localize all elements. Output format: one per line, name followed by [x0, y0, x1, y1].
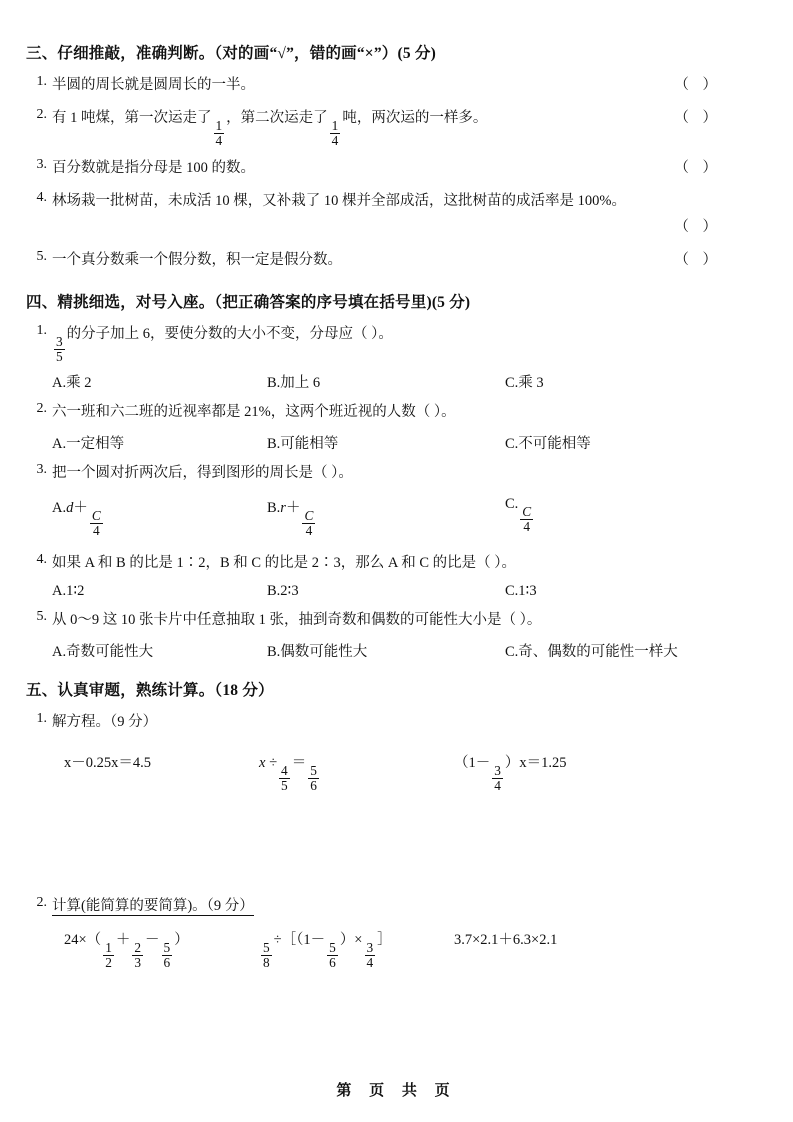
option-operator: ＋: [285, 500, 301, 517]
question-body: [52, 157, 736, 181]
fraction-denominator: 4: [92, 522, 100, 538]
question-text: 林场栽一批树苗，未成活 10 棵，又补栽了 10 棵并全部成活，这批树苗的成活率是 100%。: [52, 193, 626, 210]
question-number: 1.: [36, 323, 47, 339]
options-4-3: [52, 496, 736, 538]
section-heading-5: 五、认真审题，熟练计算。（18 分）: [26, 682, 274, 700]
question-number: 5.: [36, 609, 47, 625]
fraction: [492, 764, 503, 794]
fraction-numerator: 5: [163, 939, 171, 955]
equation-suffix: ］: [377, 932, 392, 949]
fraction-denominator: 3: [134, 955, 142, 971]
question-3-3: [26, 157, 736, 181]
question-text: 一个真分数乘一个假分数，积一定是假分数。: [52, 252, 342, 269]
fraction: [302, 509, 315, 539]
fraction-numerator: 5: [310, 762, 317, 778]
equation-prefix: （1－: [454, 755, 491, 772]
page-footer: 第 页 共 页: [336, 1083, 457, 1099]
equation-operator: －: [145, 932, 160, 949]
fraction-numerator: C: [304, 507, 314, 523]
question-text: 百分数就是指分母是 100 的数。: [52, 160, 255, 177]
option-b[interactable]: B.2∶3: [267, 583, 299, 600]
options-4-4: [52, 583, 736, 600]
equation-2: [259, 928, 454, 970]
fraction-numerator: 4: [281, 762, 288, 778]
question-number: 3.: [36, 157, 47, 173]
question-body: [52, 74, 736, 98]
page-content: [26, 42, 736, 971]
equation-3: [454, 751, 567, 793]
fraction-denominator: 8: [263, 955, 270, 971]
fraction-numerator: 2: [134, 939, 142, 955]
option-a[interactable]: A.奇数可能性大: [52, 644, 154, 661]
fraction: [279, 764, 290, 794]
answer-bracket[interactable]: （ ）: [674, 219, 722, 236]
question-number: 1.: [36, 711, 47, 727]
fraction-denominator: 5: [281, 778, 288, 794]
question-number: 3.: [36, 462, 47, 478]
option-a[interactable]: A.一定相等: [52, 436, 125, 453]
options-4-5: [52, 640, 736, 661]
fraction-numerator: 1: [331, 117, 339, 133]
equation-operator: ＋: [115, 932, 131, 949]
question-text: 的分子加上 6，要使分数的大小不变，分母应（ ）。: [66, 326, 393, 343]
fraction-denominator: 4: [331, 132, 339, 148]
question-number: 2.: [36, 401, 47, 417]
option-operator: ＋: [73, 500, 88, 517]
option-c[interactable]: C.不可能相等: [505, 436, 591, 453]
subquestion-5-1: [26, 711, 736, 735]
option-b[interactable]: B.可能相等: [267, 436, 339, 453]
fraction: [214, 119, 225, 149]
answer-bracket[interactable]: （ ）: [674, 160, 722, 177]
fraction: [162, 941, 173, 971]
option-variable: r: [280, 500, 286, 517]
answer-bracket[interactable]: （ ）: [674, 77, 722, 94]
equation-prefix: 24×（: [64, 932, 102, 949]
work-space-1: [26, 794, 736, 886]
fraction-denominator: 6: [329, 955, 336, 971]
fraction: [261, 941, 272, 971]
equation-suffix: ）: [174, 932, 189, 949]
question-4-1: [26, 323, 736, 364]
question-body: 把一个圆对折两次后，得到图形的周长是（ ）。: [52, 465, 353, 482]
option-c[interactable]: C.1∶3: [505, 583, 537, 600]
fraction-numerator: 5: [329, 939, 336, 955]
fraction-denominator: 4: [366, 955, 374, 971]
fraction: [330, 119, 341, 149]
question-number: 2.: [36, 107, 47, 123]
question-4-3: [26, 462, 736, 486]
fraction-denominator: 6: [163, 955, 171, 971]
answer-bracket[interactable]: （ ）: [674, 110, 722, 127]
question-text-part: 有 1 吨煤，第一次运走了: [52, 110, 212, 127]
option-b[interactable]: B.加上 6: [267, 375, 321, 392]
option-c[interactable]: [505, 496, 535, 538]
question-text-part: 吨，两次运的一样多。: [342, 110, 488, 127]
question-3-4: [26, 190, 736, 240]
fraction-numerator: C: [522, 503, 532, 519]
fraction-numerator: 3: [56, 333, 63, 349]
option-c[interactable]: C.奇、偶数的可能性一样大: [505, 644, 678, 661]
question-text-part: ，第二次运走了: [226, 110, 328, 127]
fraction-denominator: 4: [215, 132, 223, 148]
fraction-denominator: 4: [494, 778, 501, 794]
options-4-2: [52, 432, 736, 453]
equation-operator: ÷［（1－: [273, 932, 326, 949]
equation-1: x－0.25x＝4.5: [64, 755, 151, 772]
fraction-numerator: 3: [366, 939, 374, 955]
question-4-2: [26, 401, 736, 425]
equation-3: 3.7×2.1＋6.3×2.1: [454, 932, 558, 949]
question-number: 5.: [36, 249, 47, 265]
equation-operator: ＝: [291, 755, 307, 772]
question-body: [52, 190, 736, 240]
question-4-4: [26, 552, 736, 576]
fraction: [308, 764, 319, 794]
option-b[interactable]: [267, 496, 505, 538]
fraction-numerator: 1: [215, 117, 223, 133]
fraction-numerator: 5: [263, 939, 270, 955]
equation-2: [259, 751, 454, 793]
question-text: 半圆的周长就是圆周长的一半。: [52, 77, 255, 94]
section-heading-4: 四、精挑细选，对号入座。（把正确答案的序号填在括号里)(5 分): [26, 294, 471, 311]
equation-1: [64, 928, 259, 970]
question-body: [52, 107, 736, 148]
option-prefix: B.: [267, 500, 281, 517]
subquestion-label: 解方程。（9 分）: [52, 714, 158, 731]
fraction: [90, 509, 103, 539]
question-number: 1.: [36, 74, 47, 90]
option-b[interactable]: B.偶数可能性大: [267, 644, 368, 661]
equation-row-solve: [64, 751, 736, 793]
equation-operator: ）×: [339, 932, 363, 949]
option-a[interactable]: [52, 496, 267, 538]
fraction-denominator: 6: [310, 778, 317, 794]
fraction: [132, 941, 143, 971]
question-number: 4.: [36, 190, 47, 206]
option-prefix: A.: [52, 500, 67, 517]
fraction: [103, 941, 114, 971]
question-3-5: [26, 249, 736, 273]
fraction-denominator: 4: [305, 522, 313, 538]
question-body: 如果 A 和 B 的比是 1∶2，B 和 C 的比是 2∶3，那么 A 和 C 的比是（ ）。: [52, 555, 517, 572]
equation-row-calc: [64, 928, 736, 970]
question-body: 从 0～9 这 10 张卡片中任意抽取 1 张，抽到奇数和偶数的可能性大小是（ ）。: [52, 612, 542, 629]
subquestion-label-wrap: [52, 895, 736, 919]
fraction-denominator: 2: [105, 955, 112, 971]
subquestion-label: 计算(能简算的要简算)。（9 分）: [52, 897, 254, 914]
answer-bracket[interactable]: （ ）: [674, 252, 722, 269]
options-4-1: [52, 371, 736, 392]
fraction: [365, 941, 376, 971]
option-a[interactable]: A.乘 2: [52, 375, 92, 392]
fraction-denominator: 5: [56, 348, 63, 364]
subquestion-5-2: [26, 895, 736, 919]
option-a[interactable]: A.1∶2: [52, 583, 85, 600]
fraction-numerator: 1: [105, 939, 112, 955]
equation-suffix: ）x＝1.25: [504, 755, 567, 772]
question-number: 2.: [36, 894, 47, 910]
fraction-denominator: 4: [523, 518, 531, 534]
fraction: [54, 335, 65, 365]
fraction: [520, 505, 533, 535]
equation-lead: x ÷: [259, 755, 278, 772]
question-3-1: [26, 74, 736, 98]
question-body: [52, 323, 736, 364]
question-body: 六一班和六二班的近视率都是 21%，这两个班近视的人数（ ）。: [52, 404, 456, 421]
option-variable: d: [66, 500, 74, 517]
fraction-numerator: 3: [494, 762, 501, 778]
option-c[interactable]: C.乘 3: [505, 375, 544, 392]
option-prefix: C.: [505, 496, 519, 513]
question-body: [52, 249, 736, 273]
question-number: 4.: [36, 552, 47, 568]
fraction: [327, 941, 338, 971]
question-3-2: [26, 107, 736, 148]
fraction-numerator: C: [91, 507, 101, 523]
question-4-5: [26, 609, 736, 633]
section-heading-3: 三、仔细推敲，准确判断。（对的画“√”，错的画“×”）(5 分): [26, 45, 436, 62]
